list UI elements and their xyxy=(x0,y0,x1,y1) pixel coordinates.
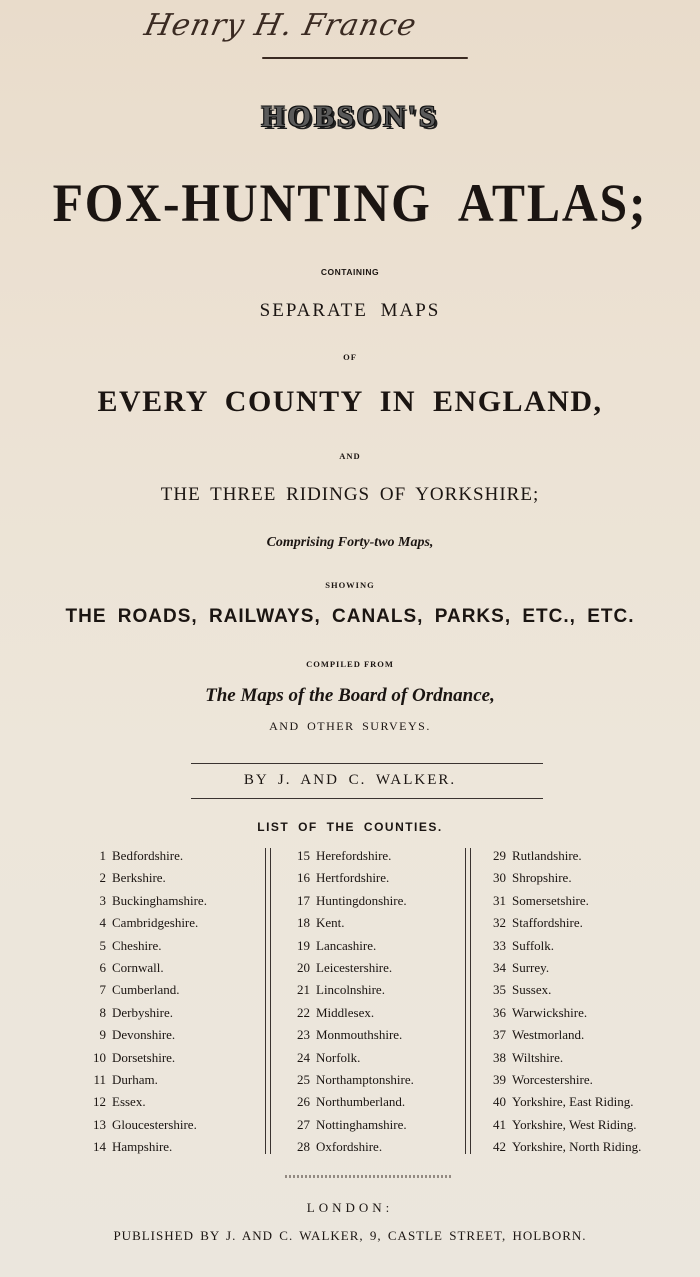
county-item: 4 Cambridgeshire. xyxy=(99,915,199,931)
county-item: 31 Somersetshire. xyxy=(493,892,589,908)
rule-bottom xyxy=(191,798,543,799)
county-item: 15 Herefordshire. xyxy=(297,848,392,863)
counties-column-2 xyxy=(290,845,460,1158)
county-item: 3 Buckinghamshire. xyxy=(99,892,207,908)
author-possessive: HOBSON'S xyxy=(261,100,439,133)
county-item: 35 Sussex. xyxy=(493,982,552,998)
county-item: 16 Hertfordshire. xyxy=(297,870,390,886)
county-item: 36 Warwickshire. xyxy=(493,1004,588,1020)
subtitle-separate-maps: SEPARATE MAPS xyxy=(259,300,441,321)
county-item: 19 Lancashire. xyxy=(297,937,377,953)
county-item: 25 Northamptonshire. xyxy=(297,1071,414,1087)
counties-heading: LIST OF THE COUNTIES. xyxy=(257,820,443,834)
column-divider xyxy=(465,848,471,1154)
column-divider xyxy=(265,848,271,1154)
county-item: 37 Westmorland. xyxy=(493,1027,585,1043)
rule-top xyxy=(191,763,543,764)
county-item: 38 Wiltshire. xyxy=(493,1049,564,1065)
counties-list xyxy=(0,845,700,1165)
county-item: 12 Essex. xyxy=(93,1094,146,1110)
counties-column-3 xyxy=(486,845,686,1158)
county-item: 40 Yorkshire, East Riding. xyxy=(493,1094,634,1110)
county-item: 7 Cumberland. xyxy=(99,982,180,998)
county-item: 9 Devonshire. xyxy=(99,1027,176,1043)
county-item: 14 Hampshire. xyxy=(93,1139,173,1155)
ornamental-rule xyxy=(285,1175,453,1178)
county-item: 27 Nottinghamshire. xyxy=(297,1116,407,1132)
imprint-publisher: PUBLISHED BY J. AND C. WALKER, 9, CASTLE STREET, HOLBORN. xyxy=(113,1228,587,1243)
imprint-city: LONDON: xyxy=(306,1200,394,1215)
county-item: 17 Huntingdonshire. xyxy=(297,892,407,908)
features-line: THE ROADS, RAILWAYS, CANALS, PARKS, ETC., ETC. xyxy=(65,606,635,627)
handwritten-signature: Henry H. France xyxy=(141,8,420,43)
source-line: The Maps of the Board of Ordnance, xyxy=(205,685,495,706)
counties-column-1 xyxy=(88,845,258,1158)
connector-and: AND xyxy=(339,451,361,461)
county-item: 42 Yorkshire, North Riding. xyxy=(493,1139,642,1155)
county-item: 8 Derbyshire. xyxy=(99,1004,174,1020)
connector-compiled-from: COMPILED FROM xyxy=(306,659,394,669)
county-item: 22 Middlesex. xyxy=(297,1004,375,1020)
county-item: 23 Monmouthshire. xyxy=(297,1027,403,1043)
subtitle-every-county: EVERY COUNTY IN ENGLAND, xyxy=(97,385,603,418)
county-item: 10 Dorsetshire. xyxy=(93,1049,176,1065)
county-item: 2 Berkshire. xyxy=(99,870,166,886)
county-item: 18 Kent. xyxy=(297,915,345,931)
subtitle-three-ridings: THE THREE RIDINGS OF YORKSHIRE; xyxy=(160,484,540,505)
county-item: 41 Yorkshire, West Riding. xyxy=(493,1116,637,1132)
county-item: 6 Cornwall. xyxy=(99,959,164,975)
main-title: FOX-HUNTING ATLAS; xyxy=(52,173,648,233)
county-item: 33 Suffolk. xyxy=(493,937,555,953)
county-item: 21 Lincolnshire. xyxy=(297,982,385,998)
county-item: 13 Gloucestershire. xyxy=(93,1116,197,1132)
county-item: 11 Durham. xyxy=(93,1071,158,1087)
byline: BY J. AND C. WALKER. xyxy=(243,772,457,788)
county-item: 32 Staffordshire. xyxy=(493,915,583,931)
county-item: 29 Rutlandshire. xyxy=(493,848,582,863)
county-item: 20 Leicestershire. xyxy=(297,959,393,975)
county-item: 1 Bedfordshire. xyxy=(99,848,184,863)
county-item: 28 Oxfordshire. xyxy=(297,1139,383,1155)
county-item: 26 Northumberland. xyxy=(297,1094,406,1110)
county-item: 30 Shropshire. xyxy=(493,870,572,886)
county-item: 24 Norfolk. xyxy=(297,1049,361,1065)
county-item: 34 Surrey. xyxy=(493,959,550,975)
source-line-2: AND OTHER SURVEYS. xyxy=(269,719,431,733)
signature-underline xyxy=(262,57,468,59)
county-item: 39 Worcestershire. xyxy=(493,1071,593,1087)
connector-showing: SHOWING xyxy=(325,580,375,590)
comprising-line: Comprising Forty-two Maps, xyxy=(266,535,434,550)
county-item: 5 Cheshire. xyxy=(99,937,162,953)
connector-of: OF xyxy=(343,352,357,362)
connector-containing: CONTAINING xyxy=(320,267,380,277)
